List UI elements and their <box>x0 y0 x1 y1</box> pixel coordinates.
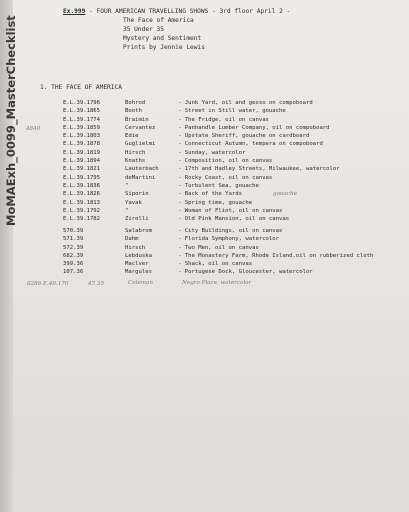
work: - The Fridge, oil on canvas <box>178 116 269 123</box>
catalog-number: 107.36 <box>63 269 84 276</box>
work: - Portugese Dock, Gloucester, watercolor <box>178 269 313 276</box>
margin-handwritten-note: 4840 <box>26 126 41 132</box>
handwritten-work: Negro Place, watercolor <box>182 280 252 286</box>
catalog-number: E.L.39.1894 <box>63 158 101 165</box>
artist: Bohrod <box>125 100 146 106</box>
catalog-number: E.L.39.1813 <box>63 199 101 206</box>
artist: Yavak <box>125 199 142 206</box>
handwritten-note: gouache <box>273 191 297 198</box>
work: - Turbulent Sea, gouache <box>178 182 259 189</box>
artist: Lebduska <box>125 252 152 259</box>
work: - Spring time, gouache <box>178 199 253 206</box>
exhibition-number: Ex.999 <box>63 8 86 15</box>
artist: Margules <box>125 269 152 276</box>
catalog-number: E.L.39.1865 <box>63 108 101 115</box>
subtitle-2: 35 Under 35 <box>123 26 164 33</box>
section-title: 1. THE FACE OF AMERICA <box>40 84 122 91</box>
work: - Woman of Flint, oil on canvas <box>178 207 283 214</box>
work: - Two Men, oil on canvas <box>178 244 259 251</box>
side-label-text: MoMAExh_0099_MasterChecklist <box>4 15 18 226</box>
catalog-number: E.L.39.1878 <box>63 141 101 148</box>
artist: " <box>125 182 129 189</box>
catalog-number: E.L.39.1836 <box>63 182 101 189</box>
work: - Sunday, watercolor <box>178 149 246 156</box>
work: - Back of the Yards <box>178 191 242 198</box>
work: - Street in Still water, gouache <box>178 108 286 115</box>
artist: deMartini <box>125 174 156 181</box>
work: - Composition, oil on canvas <box>178 158 273 165</box>
catalog-number: E.L.39.1796 <box>63 100 101 106</box>
catalog-number: E.L.39.1859 <box>63 124 101 131</box>
work: - Old Pink Mansion, oil on canvas <box>178 216 290 223</box>
catalog-number: 682.39 <box>63 252 84 259</box>
handwritten-catalog-left: 0286 E.40.170 <box>27 281 69 287</box>
catalog-number: E.L.39.1821 <box>63 166 101 173</box>
catalog-number: 571.39 <box>63 236 84 243</box>
artist: Hirsch <box>125 244 146 251</box>
catalog-number: 399.36 <box>63 261 84 268</box>
artist: Braimin <box>125 116 149 123</box>
work: - Florida Symphony, watercolor <box>178 236 280 243</box>
artist: Lauterbach <box>125 166 159 173</box>
artist: Dahm <box>125 236 139 243</box>
work: - The Monastery Farm, Rhode Island,oil on rubberized cloth <box>178 252 374 259</box>
work: - Junk Yard, oil and gesso on compoboard <box>178 100 313 106</box>
subtitle-1: The Face of America <box>123 17 194 24</box>
work: - City Buildings, oil on canvas <box>178 228 283 234</box>
artist: " <box>125 207 129 214</box>
work: - Panhandle Lumber Company, oil on compoboard <box>178 124 330 131</box>
artist: Cervantez <box>125 124 156 131</box>
catalog-number: 570.39 <box>63 228 84 234</box>
artist: Edie <box>125 133 139 140</box>
artist: Booth <box>125 108 142 115</box>
artist: Hirsch <box>125 149 146 156</box>
handwritten-artist: Coleman <box>128 280 153 286</box>
exhibition-title: - FOUR AMERICAN TRAVELLING SHOWS - 3rd floor April 2 - <box>89 8 291 15</box>
work: - Rocky Coast, oil on canvas <box>178 174 273 181</box>
artist: Zirolli <box>125 216 149 223</box>
catalog-number: E.L.39.1782 <box>63 216 101 223</box>
artist: Salabrom <box>125 228 152 234</box>
catalog-number: E.L.39.1795 <box>63 174 101 181</box>
header-line <box>63 8 290 16</box>
subtitle-4: Prints by Jennie Lewis <box>123 44 205 51</box>
catalog-number: E.L.39.1826 <box>63 191 101 198</box>
work: - Shack, oil on canvas <box>178 261 253 268</box>
work: - 17th and Hadley Streets, Milwaukee, watercolor <box>178 166 340 173</box>
artist: Knaths <box>125 158 146 165</box>
artist: Guglielmi <box>125 141 156 148</box>
work: - Upstate Sheriff, gouache on cardboard <box>178 133 310 140</box>
handwritten-number: 47.35 <box>88 281 105 287</box>
catalog-number: E.L.39.1792 <box>63 207 101 214</box>
catalog-number: E.L.39.1803 <box>63 133 101 140</box>
artist: Maclver <box>125 261 149 268</box>
work: - Connecticut Autumn, tempera on compoboard <box>178 141 323 148</box>
artist: Siporin <box>125 191 149 198</box>
catalog-number: E.L.39.1819 <box>63 149 101 156</box>
subtitle-3: Mystery and Sentiment <box>123 35 202 42</box>
catalog-number: 572.39 <box>63 244 84 251</box>
catalog-number: E.L.39.1774 <box>63 116 101 123</box>
